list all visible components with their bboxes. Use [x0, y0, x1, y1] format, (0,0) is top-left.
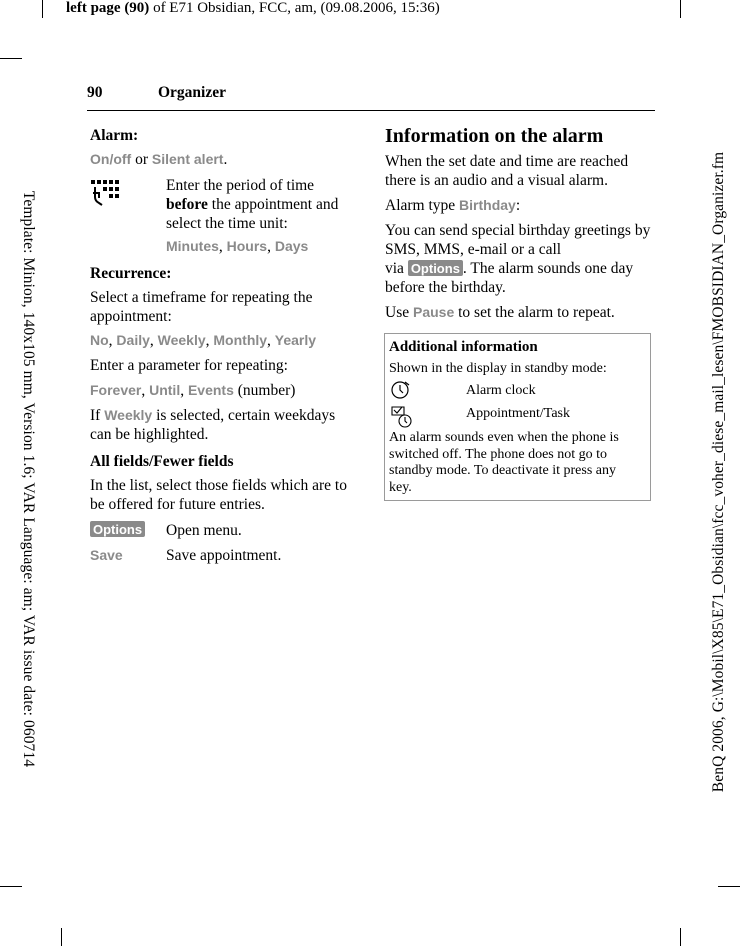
crop-mark [0, 886, 22, 887]
time-units: Minutes, Hours, Days [166, 238, 309, 255]
weekly-note: If Weekly is selected, certain weekdays can be highlighted. [90, 407, 336, 443]
alarm-option-onoff: On/off [90, 151, 132, 167]
alarm-info-heading: Information on the alarm [385, 125, 604, 147]
options-description: Open menu. [166, 522, 242, 539]
unit-days: Days [274, 238, 309, 254]
header-rule [87, 110, 655, 111]
options-row [90, 521, 358, 545]
recurrence-heading: Recurrence: [90, 265, 172, 282]
unit-hours: Hours [226, 238, 268, 254]
crop-mark [42, 0, 43, 18]
crop-mark [680, 928, 681, 946]
icon2-label: Appointment/Task [466, 406, 571, 421]
keypad-icon [90, 179, 122, 209]
print-header [66, 0, 440, 17]
options-softkey: Options [90, 521, 145, 537]
info-box-note: An alarm sounds even when the phone is switched off. The phone does not go to standby mode. To deactivate it press any key. [389, 430, 619, 495]
print-header-page: left page (90) [66, 0, 150, 16]
keypad-description: Enter the period of time before the appointment and select the time unit: [166, 177, 339, 232]
birthday-para: You can send special birthday greetings by SMS, MMS, e-mail or a call via Options . The alarm sounds one day before the birthday. [385, 222, 651, 296]
parameter-text: Enter a parameter for repeating: [90, 357, 288, 374]
alarm-option-silent: Silent alert [151, 151, 224, 167]
alarm-options: On/off or Silent alert. [90, 151, 228, 168]
alarm-heading: Alarm: [90, 127, 139, 144]
alarm-clock-icon [390, 379, 412, 401]
right-column [385, 127, 653, 322]
crop-mark [680, 0, 681, 18]
print-header-info: of E71 Obsidian, FCC, am, (09.08.2006, 15:36) [149, 0, 440, 16]
keypad-row [90, 176, 358, 236]
unit-minutes: Minutes [166, 238, 219, 254]
icon1-label: Alarm clock [466, 383, 536, 398]
crop-mark [718, 886, 740, 887]
crop-mark [0, 58, 22, 59]
template-info: Template: Minion, 140x105 mm, Version 1.6; VAR Language: am; VAR issue date: 060714 [20, 190, 37, 768]
left-column [90, 126, 358, 568]
fields-heading: All fields/Fewer fields [90, 453, 234, 470]
recurrence-text: Select a timeframe for repeating the appointment: [90, 289, 313, 325]
info-box-subtitle: Shown in the display in standby mode: [389, 361, 607, 376]
page-title: Organizer [158, 84, 227, 101]
alarm-type: Alarm type Birthday: [385, 197, 521, 214]
file-path-info: BenQ 2006, G:\Mobil\X85\E71_Obsidian\fcc_voher_diese_mail_lesen\FMOBSIDIAN_Organizer.fm [710, 151, 727, 793]
parameter-options: Forever, Until, Events (number) [90, 382, 296, 399]
fields-text: In the list, select those fields which are to be offered for future entries. [90, 477, 347, 513]
info-box-title: Additional information [389, 339, 538, 355]
recurrence-options: No, Daily, Weekly, Monthly, Yearly [90, 332, 317, 349]
save-softkey: Save [90, 547, 123, 563]
pause-para: Use Pause to set the alarm to repeat. [385, 304, 615, 321]
info-box [384, 333, 651, 501]
appointment-task-icon [390, 403, 414, 429]
alarm-info-para: When the set date and time are reached there is an audio and a visual alarm. [385, 153, 629, 189]
page-number: 90 [87, 84, 103, 101]
options-softkey-inline: Options [408, 260, 463, 276]
save-row [90, 546, 358, 568]
crop-mark [61, 928, 62, 946]
save-description: Save appointment. [166, 547, 282, 564]
